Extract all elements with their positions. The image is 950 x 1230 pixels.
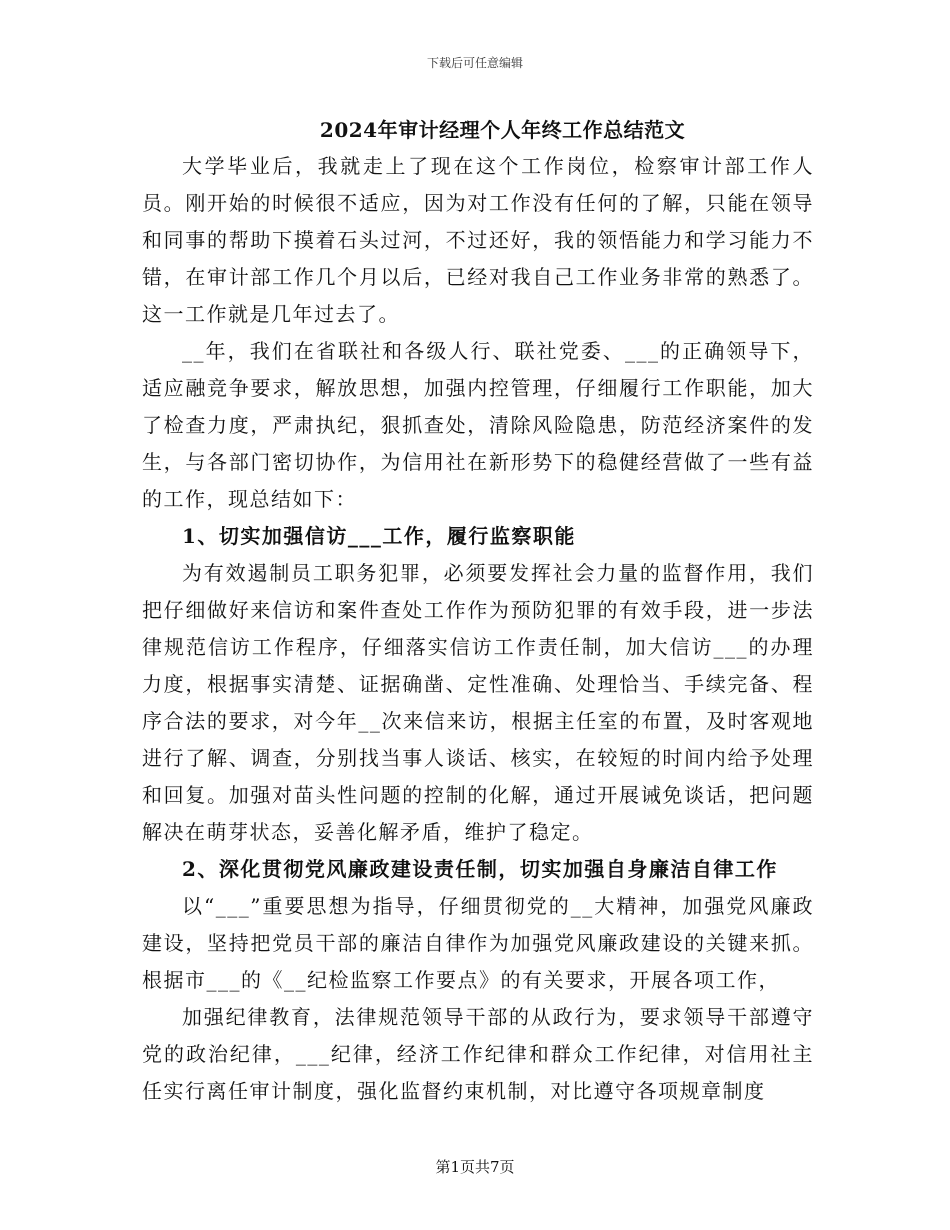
section-heading-1: 1、切实加强信访___工作，履行监察职能	[182, 524, 576, 548]
paragraph-intro: 大学毕业后，我就走上了现在这个工作岗位，检察审计部工作人员。刚开始的时候很不适应，因为对工作没有任何的了解，只能在领导和同事的帮助下摸着石头过河，不过还好，我的领悟能力和学习能力不错，在审计部工作几个月以后，已经对我自己工作业务非常的熟悉了。这一工作就是几年过去了。	[142, 154, 814, 326]
section-heading-2: 2、深化贯彻党风廉政建设责任制，切实加强自身廉洁自律工作	[182, 857, 778, 881]
paragraph-section-2b: 加强纪律教育，法律规范领导干部的从政行为，要求领导干部遵守党的政治纪律，___纪律，经济工作纪律和群众工作纪律，对信用社主任实行离任审计制度，强化监督约束机制，对比遵守各项规章制度	[142, 1005, 814, 1103]
paragraph-section-1: 为有效遏制员工职务犯罪，必须要发挥社会力量的监督作用，我们把仔细做好来信访和案件查处工作作为预防犯罪的有效手段，进一步法律规范信访工作程序，仔细落实信访工作责任制，加大信访___的办理力度，根据事实清楚、证据确凿、定性准确、处理恰当、手续完备、程序合法的要求，对今年__次来信来访，根据主任室的布置，及时客观地进行了解、调查，分别找当事人谈话、核实，在较短的时间内给予处理和回复。加强对苗头性问题的控制的化解，通过开展诫免谈话，把问题解决在萌芽状态，妥善化解矛盾，维护了稳定。	[142, 561, 814, 844]
page-number: 第1页共7页	[435, 1158, 515, 1176]
download-note: 下载后可任意编辑	[426, 56, 523, 70]
document-body	[142, 148, 814, 1110]
document-title: 2024年审计经理个人年终工作总结范文	[319, 118, 686, 142]
paragraph-section-2a: 以“___”重要思想为指导，仔细贯彻党的__大精神，加强党风廉政建设，坚持把党员干部的廉洁自律作为加强党风廉政建设的关键来抓。根据市___的《__纪检监察工作要点》的有关要求，开展各项工作，	[142, 894, 814, 992]
paragraph-overview: __年，我们在省联社和各级人行、联社党委、___的正确领导下，适应融竞争要求，解放思想，加强内控管理，仔细履行工作职能，加大了检查力度，严肃执纪，狠抓查处，清除风险隐患，防范经济案件的发生，与各部门密切协作，为信用社在新形势下的稳健经营做了一些有益的工作，现总结如下：	[142, 339, 814, 511]
